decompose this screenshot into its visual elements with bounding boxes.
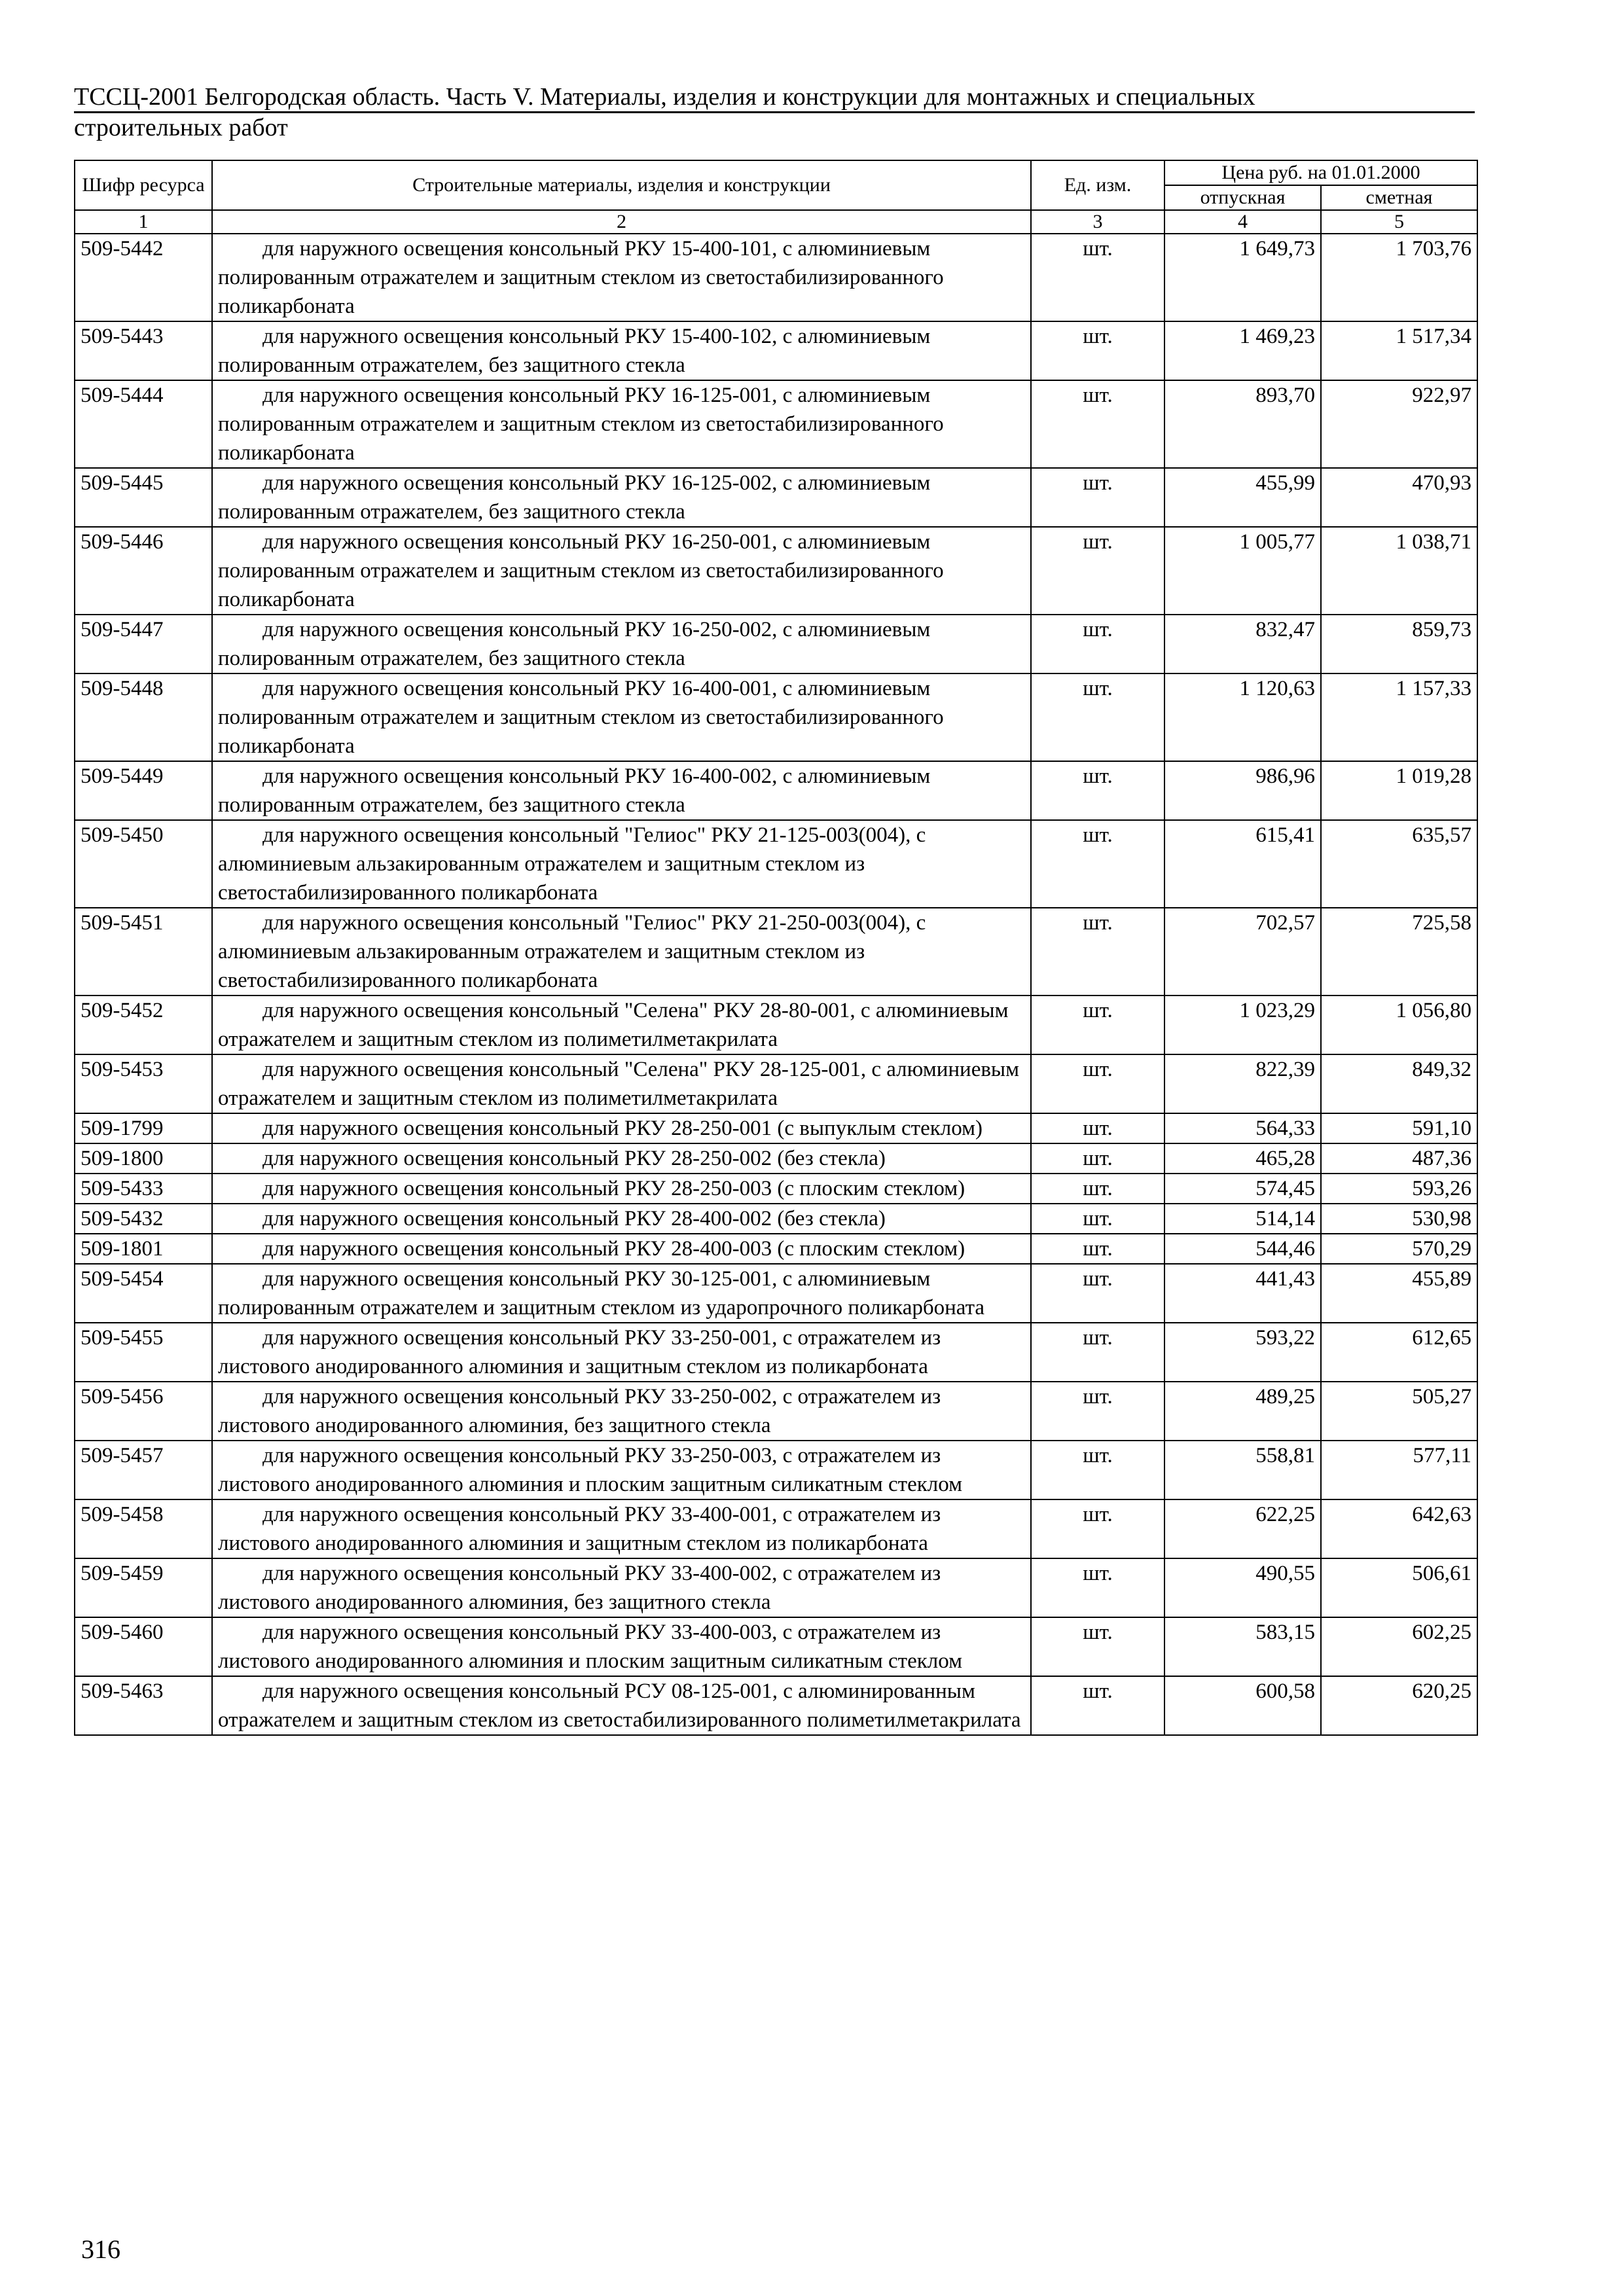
- unit-cell: шт.: [1031, 615, 1164, 673]
- table-row: [75, 527, 1477, 615]
- unit-cell: шт.: [1031, 1234, 1164, 1264]
- description-cell: для наружного освещения консольный РКУ 33-250-001, с отражателем из листового анодированного алюминия и защитным стеклом из поликарбоната: [212, 1323, 1031, 1382]
- description-cell: для наружного освещения консольный РКУ 28-250-002 (без стекла): [212, 1143, 1031, 1174]
- unit-cell: шт.: [1031, 1558, 1164, 1617]
- description-cell: для наружного освещения консольный РКУ 33-250-003, с отражателем из листового анодированного алюминия и плоским защитным силикатным стеклом: [212, 1441, 1031, 1499]
- estimate-price-cell: 1 157,33: [1321, 673, 1477, 761]
- table-row: [75, 820, 1477, 908]
- description-cell: для наружного освещения консольный РКУ 33-250-002, с отражателем из листового анодированного алюминия, без защитного стекла: [212, 1382, 1031, 1441]
- release-price-cell: 544,46: [1164, 1234, 1321, 1264]
- resource-code-cell: 509-5463: [75, 1676, 212, 1735]
- header-title-line1: ТССЦ-2001 Белгородская область. Часть V. Материалы, изделия и конструкции для монтажных и специальных: [74, 82, 1475, 113]
- description-cell: для наружного освещения консольный "Гелиос" РКУ 21-250-003(004), с алюминиевым альзакированным отражателем и защитным стеклом из светостабилизированного поликарбоната: [212, 908, 1031, 996]
- resource-code-cell: 509-5446: [75, 527, 212, 615]
- estimate-price-cell: 470,93: [1321, 468, 1477, 527]
- description-cell: для наружного освещения консольный РКУ 28-250-003 (с плоским стеклом): [212, 1174, 1031, 1204]
- release-price-cell: 1 120,63: [1164, 673, 1321, 761]
- resource-code-cell: 509-5443: [75, 321, 212, 380]
- unit-cell: шт.: [1031, 1113, 1164, 1143]
- release-price-cell: 455,99: [1164, 468, 1321, 527]
- column-number: 1: [75, 210, 212, 234]
- unit-cell: шт.: [1031, 1323, 1164, 1382]
- release-price-cell: 574,45: [1164, 1174, 1321, 1204]
- description-cell: для наружного освещения консольный РКУ 28-400-002 (без стекла): [212, 1204, 1031, 1234]
- unit-cell: шт.: [1031, 1676, 1164, 1735]
- description-cell: для наружного освещения консольный РКУ 30-125-001, с алюминиевым полированным отражателем и защитным стеклом из ударопрочного поликарбоната: [212, 1264, 1031, 1323]
- estimate-price-cell: 922,97: [1321, 380, 1477, 468]
- column-number: 4: [1164, 210, 1321, 234]
- header-price: Цена руб. на 01.01.2000: [1164, 160, 1477, 185]
- description-cell: для наружного освещения консольный РКУ 15-400-102, с алюминиевым полированным отражателем, без защитного стекла: [212, 321, 1031, 380]
- description-cell: для наружного освещения консольный РКУ 33-400-001, с отражателем из листового анодированного алюминия и защитным стеклом из поликарбоната: [212, 1499, 1031, 1558]
- description-cell: для наружного освещения консольный РКУ 28-400-003 (с плоским стеклом): [212, 1234, 1031, 1264]
- release-price-cell: 1 649,73: [1164, 234, 1321, 321]
- unit-cell: шт.: [1031, 1143, 1164, 1174]
- table-row: [75, 908, 1477, 996]
- unit-cell: шт.: [1031, 673, 1164, 761]
- release-price-cell: 832,47: [1164, 615, 1321, 673]
- estimate-price-cell: 1 517,34: [1321, 321, 1477, 380]
- description-cell: для наружного освещения консольный "Селена" РКУ 28-125-001, с алюминиевым отражателем и защитным стеклом из полиметилметакрилата: [212, 1054, 1031, 1113]
- resource-code-cell: 509-5447: [75, 615, 212, 673]
- description-cell: для наружного освещения консольный РКУ 15-400-101, с алюминиевым полированным отражателем и защитным стеклом из светостабилизированного поликарбоната: [212, 234, 1031, 321]
- estimate-price-cell: 591,10: [1321, 1113, 1477, 1143]
- description-cell: для наружного освещения консольный РКУ 16-400-002, с алюминиевым полированным отражателем, без защитного стекла: [212, 761, 1031, 820]
- estimate-price-cell: 1 056,80: [1321, 996, 1477, 1054]
- unit-cell: шт.: [1031, 527, 1164, 615]
- table-row: [75, 1499, 1477, 1558]
- estimate-price-cell: 577,11: [1321, 1441, 1477, 1499]
- estimate-price-cell: 635,57: [1321, 820, 1477, 908]
- header-name: Строительные материалы, изделия и конструкции: [212, 160, 1031, 210]
- unit-cell: шт.: [1031, 1264, 1164, 1323]
- column-number: 2: [212, 210, 1031, 234]
- estimate-price-cell: 1 019,28: [1321, 761, 1477, 820]
- table-row: [75, 1204, 1477, 1234]
- table-row: [75, 380, 1477, 468]
- description-cell: для наружного освещения консольный "Гелиос" РКУ 21-125-003(004), с алюминиевым альзакированным отражателем и защитным стеклом из светостабилизированного поликарбоната: [212, 820, 1031, 908]
- resource-code-cell: 509-5458: [75, 1499, 212, 1558]
- release-price-cell: 622,25: [1164, 1499, 1321, 1558]
- release-price-cell: 465,28: [1164, 1143, 1321, 1174]
- release-price-cell: 702,57: [1164, 908, 1321, 996]
- estimate-price-cell: 725,58: [1321, 908, 1477, 996]
- estimate-price-cell: 530,98: [1321, 1204, 1477, 1234]
- release-price-cell: 514,14: [1164, 1204, 1321, 1234]
- description-cell: для наружного освещения консольный РКУ 33-400-002, с отражателем из листового анодированного алюминия, без защитного стекла: [212, 1558, 1031, 1617]
- resource-code-cell: 509-5452: [75, 996, 212, 1054]
- release-price-cell: 1 005,77: [1164, 527, 1321, 615]
- table-row: [75, 1143, 1477, 1174]
- resource-code-cell: 509-5444: [75, 380, 212, 468]
- table-row: [75, 1234, 1477, 1264]
- release-price-cell: 490,55: [1164, 1558, 1321, 1617]
- resource-code-cell: 509-5451: [75, 908, 212, 996]
- resource-code-cell: 509-1800: [75, 1143, 212, 1174]
- unit-cell: шт.: [1031, 1382, 1164, 1441]
- unit-cell: шт.: [1031, 1499, 1164, 1558]
- unit-cell: шт.: [1031, 380, 1164, 468]
- header-unit: Ед. изм.: [1031, 160, 1164, 210]
- table-row: [75, 1113, 1477, 1143]
- unit-cell: шт.: [1031, 468, 1164, 527]
- table-row: [75, 234, 1477, 321]
- table-row: [75, 468, 1477, 527]
- running-header: [74, 82, 1475, 142]
- release-price-cell: 822,39: [1164, 1054, 1321, 1113]
- table-row: [75, 1441, 1477, 1499]
- estimate-price-cell: 570,29: [1321, 1234, 1477, 1264]
- release-price-cell: 615,41: [1164, 820, 1321, 908]
- unit-cell: шт.: [1031, 1441, 1164, 1499]
- resource-code-cell: 509-5433: [75, 1174, 212, 1204]
- table-row: [75, 615, 1477, 673]
- resource-code-cell: 509-5456: [75, 1382, 212, 1441]
- release-price-cell: 564,33: [1164, 1113, 1321, 1143]
- column-number: 3: [1031, 210, 1164, 234]
- table-row: [75, 761, 1477, 820]
- description-cell: для наружного освещения консольный РСУ 08-125-001, с алюминированным отражателем и защитным стеклом из светостабилизированного полиметилметакрилата: [212, 1676, 1031, 1735]
- price-table: [74, 160, 1478, 1736]
- estimate-price-cell: 859,73: [1321, 615, 1477, 673]
- description-cell: для наружного освещения консольный РКУ 16-125-002, с алюминиевым полированным отражателем, без защитного стекла: [212, 468, 1031, 527]
- estimate-price-cell: 612,65: [1321, 1323, 1477, 1382]
- unit-cell: шт.: [1031, 996, 1164, 1054]
- resource-code-cell: 509-5454: [75, 1264, 212, 1323]
- description-cell: для наружного освещения консольный "Селена" РКУ 28-80-001, с алюминиевым отражателем и защитным стеклом из полиметилметакрилата: [212, 996, 1031, 1054]
- resource-code-cell: 509-5449: [75, 761, 212, 820]
- release-price-cell: 489,25: [1164, 1382, 1321, 1441]
- description-cell: для наружного освещения консольный РКУ 28-250-001 (с выпуклым стеклом): [212, 1113, 1031, 1143]
- estimate-price-cell: 642,63: [1321, 1499, 1477, 1558]
- unit-cell: шт.: [1031, 1204, 1164, 1234]
- table-row: [75, 1382, 1477, 1441]
- resource-code-cell: 509-5445: [75, 468, 212, 527]
- resource-code-cell: 509-5432: [75, 1204, 212, 1234]
- header-release-price: отпускная: [1164, 185, 1321, 210]
- table-row: [75, 996, 1477, 1054]
- estimate-price-cell: 849,32: [1321, 1054, 1477, 1113]
- estimate-price-cell: 505,27: [1321, 1382, 1477, 1441]
- release-price-cell: 600,58: [1164, 1676, 1321, 1735]
- release-price-cell: 558,81: [1164, 1441, 1321, 1499]
- estimate-price-cell: 506,61: [1321, 1558, 1477, 1617]
- table-row: [75, 1558, 1477, 1617]
- release-price-cell: 1 469,23: [1164, 321, 1321, 380]
- unit-cell: шт.: [1031, 908, 1164, 996]
- estimate-price-cell: 487,36: [1321, 1143, 1477, 1174]
- resource-code-cell: 509-5442: [75, 234, 212, 321]
- resource-code-cell: 509-5459: [75, 1558, 212, 1617]
- resource-code-cell: 509-5450: [75, 820, 212, 908]
- header-code: Шифр ресурса: [75, 160, 212, 210]
- estimate-price-cell: 593,26: [1321, 1174, 1477, 1204]
- header-estimate-price: сметная: [1321, 185, 1477, 210]
- resource-code-cell: 509-5455: [75, 1323, 212, 1382]
- description-cell: для наружного освещения консольный РКУ 33-400-003, с отражателем из листового анодированного алюминия и плоским защитным силикатным стеклом: [212, 1617, 1031, 1676]
- resource-code-cell: 509-5460: [75, 1617, 212, 1676]
- description-cell: для наружного освещения консольный РКУ 16-250-001, с алюминиевым полированным отражателем и защитным стеклом из светостабилизированного поликарбоната: [212, 527, 1031, 615]
- estimate-price-cell: 455,89: [1321, 1264, 1477, 1323]
- table-row: [75, 1174, 1477, 1204]
- table-row: [75, 1676, 1477, 1735]
- unit-cell: шт.: [1031, 1174, 1164, 1204]
- resource-code-cell: 509-5448: [75, 673, 212, 761]
- estimate-price-cell: 602,25: [1321, 1617, 1477, 1676]
- table-row: [75, 1264, 1477, 1323]
- description-cell: для наружного освещения консольный РКУ 16-400-001, с алюминиевым полированным отражателем и защитным стеклом из светостабилизированного поликарбоната: [212, 673, 1031, 761]
- resource-code-cell: 509-5457: [75, 1441, 212, 1499]
- unit-cell: шт.: [1031, 234, 1164, 321]
- release-price-cell: 986,96: [1164, 761, 1321, 820]
- description-cell: для наружного освещения консольный РКУ 16-250-002, с алюминиевым полированным отражателем, без защитного стекла: [212, 615, 1031, 673]
- unit-cell: шт.: [1031, 761, 1164, 820]
- unit-cell: шт.: [1031, 1054, 1164, 1113]
- estimate-price-cell: 1 703,76: [1321, 234, 1477, 321]
- column-numbers-row: [75, 210, 1477, 234]
- estimate-price-cell: 1 038,71: [1321, 527, 1477, 615]
- column-number: 5: [1321, 210, 1477, 234]
- release-price-cell: 441,43: [1164, 1264, 1321, 1323]
- unit-cell: шт.: [1031, 1617, 1164, 1676]
- release-price-cell: 893,70: [1164, 380, 1321, 468]
- table-body: [75, 234, 1477, 1735]
- table-row: [75, 673, 1477, 761]
- resource-code-cell: 509-1801: [75, 1234, 212, 1264]
- release-price-cell: 1 023,29: [1164, 996, 1321, 1054]
- description-cell: для наружного освещения консольный РКУ 16-125-001, с алюминиевым полированным отражателем и защитным стеклом из светостабилизированного поликарбоната: [212, 380, 1031, 468]
- unit-cell: шт.: [1031, 321, 1164, 380]
- table-row: [75, 321, 1477, 380]
- resource-code-cell: 509-1799: [75, 1113, 212, 1143]
- unit-cell: шт.: [1031, 820, 1164, 908]
- table-row: [75, 1323, 1477, 1382]
- table-header: [75, 160, 1477, 234]
- resource-code-cell: 509-5453: [75, 1054, 212, 1113]
- table-row: [75, 1054, 1477, 1113]
- page-number: 316: [81, 2234, 120, 2264]
- release-price-cell: 593,22: [1164, 1323, 1321, 1382]
- table-row: [75, 1617, 1477, 1676]
- release-price-cell: 583,15: [1164, 1617, 1321, 1676]
- header-title-line2: строительных работ: [74, 114, 288, 141]
- estimate-price-cell: 620,25: [1321, 1676, 1477, 1735]
